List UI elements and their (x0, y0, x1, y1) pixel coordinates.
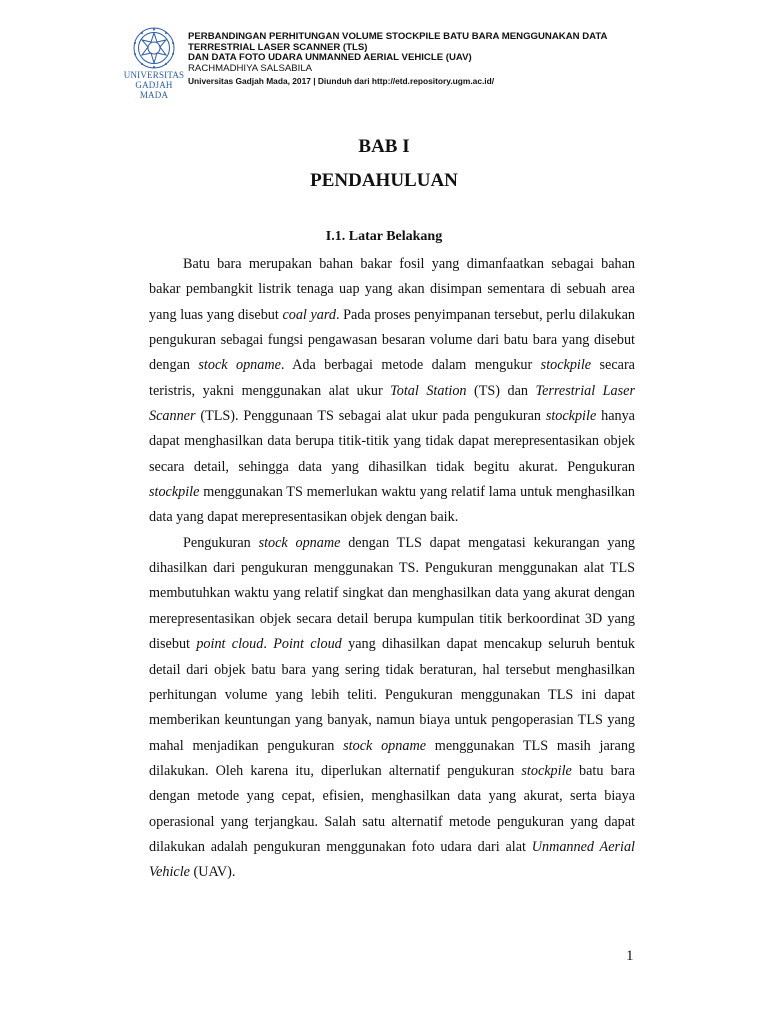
text-run: batu bara dengan metode yang cepat, efisien, menghasilkan data yang akurat, serta biaya operasional yang terjangkau. Salah satu alternatif metode pengukuran yang dapat dilakukan adalah pengukuran menggunakan foto udara dari alat (149, 762, 635, 855)
logo-wordmark: UNIVERSITAS GADJAH MADA (123, 70, 185, 100)
text-run: (TS) dan (466, 382, 536, 399)
header-title-line1: PERBANDINGAN PERHITUNGAN VOLUME STOCKPILE BATU BARA MENGGUNAKAN DATA (188, 31, 608, 42)
header-title-line2: TERRESTRIAL LASER SCANNER (TLS) (188, 41, 368, 53)
italic-term: Total Station (390, 382, 467, 399)
chapter-number: BAB I (358, 136, 410, 157)
text-run: menggunakan TS memerlukan waktu yang relatif lama untuk menghasilkan data yang dapat merepresentasikan objek dengan baik. (149, 484, 635, 526)
italic-term: Point cloud (273, 636, 342, 653)
text-run: dengan TLS dapat mengatasi kekurangan yang dihasilkan dari pengukuran menggunakan TS. Pengukuran menggunakan alat TLS membutuhkan waktu yang relatif singkat dan menghasilkan data yang akurat dengan merepresentasikan objek secara detail berupa kumpulan titik berkoordinat 3D yang disebut (149, 534, 636, 653)
text-run: menggunakan TLS masih jarang dilakukan. Oleh karena itu, diperlukan alternatif pengukuran (149, 737, 636, 779)
body-text (149, 252, 635, 886)
header-text (188, 32, 748, 87)
text-run: secara teristris, yakni menggunakan alat ukur (149, 357, 635, 399)
italic-term: stock opname (258, 534, 341, 551)
text-run: hanya dapat menghasilkan data berupa titik-titik yang tidak dapat merepresentasikan objek secara detail, sehingga data yang dihasilkan tidak begitu akurat. Pengukuran (149, 408, 635, 475)
university-logo (123, 22, 185, 100)
italic-term: point cloud (196, 636, 264, 653)
italic-term: stockpile (521, 762, 572, 779)
italic-term: stock opname (198, 357, 281, 374)
italic-term: coal yard (282, 306, 336, 323)
italic-term: stockpile (149, 484, 200, 501)
page-number: 1 (626, 948, 634, 964)
header-source: Universitas Gadjah Mada, 2017 | Diunduh dari http://etd.repository.ugm.ac.id/ (188, 76, 495, 86)
italic-term: stockpile (545, 408, 597, 425)
header-author: RACHMADHIYA SALSABILA (188, 62, 313, 74)
document-header (124, 22, 744, 100)
text-run: . Pada proses penyimpanan tersebut, perlu dilakukan pengukuran sebagai fungsi pengawasan besaran volume dari batu bara yang disebut dengan (149, 306, 635, 374)
section-heading: I.1. Latar Belakang (325, 229, 443, 244)
header-title-line3: DAN DATA FOTO UDARA UNMANNED AERIAL VEHICLE (UAV) (188, 52, 472, 63)
text-run: (TLS). Penggunaan TS sebagai alat ukur pada pengukuran (195, 408, 546, 425)
italic-term: Terrestrial Laser Scanner (149, 382, 635, 425)
paragraph (149, 252, 635, 531)
ugm-emblem-icon (128, 26, 180, 70)
text-run: . (263, 636, 274, 653)
text-run: yang dihasilkan dapat mencakup seluruh bentuk detail dari objek batu bara yang sering tidak beraturan, hal tersebut menghasilkan perhitungan volume yang lebih teliti. Pengukuran menggunakan TLS ini dapat memberikan keuntungan yang banyak, namun biaya untuk pengoperasian TLS yang mahal menjadikan pengukuran (149, 636, 636, 754)
text-run: . Ada berbagai metode dalam mengukur (280, 357, 541, 374)
chapter-title: PENDAHULUAN (310, 170, 458, 191)
text-run: (UAV). (189, 864, 236, 881)
paragraph (149, 531, 635, 886)
italic-term: stockpile (540, 357, 592, 374)
italic-term: stock opname (343, 737, 427, 754)
text-run: Pengukuran (183, 534, 259, 551)
italic-term: Unmanned Aerial Vehicle (149, 838, 636, 881)
text-run: Batu bara merupakan bahan bakar fosil yang dimanfaatkan sebagai bahan bakar pembangkit listrik tenaga uap yang akan disimpan sementara di sebuah area yang luas yang disebut (149, 256, 635, 323)
